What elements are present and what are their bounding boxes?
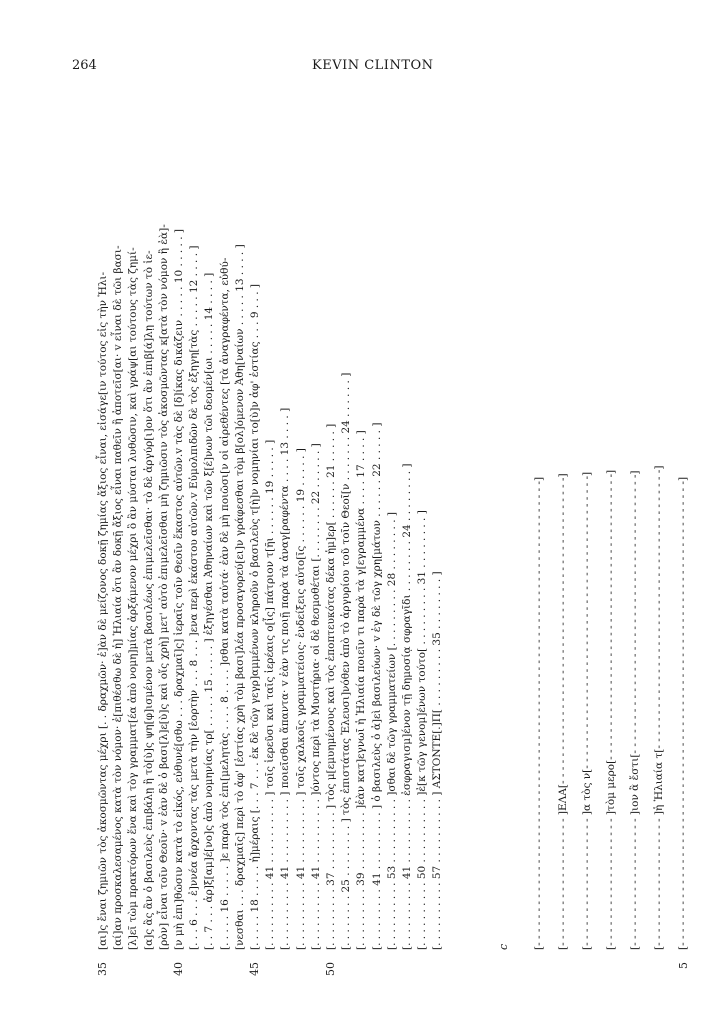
inscription-line: [. . . . . . . . . . 41 . . . . . . . . . . ]όντος περὶ τὰ Μυστήρια· οἱ δὲ θεσμοθέται [. . . . . . . . 22 . . . . . . ]	[309, 443, 322, 950]
inscription-line: [- - - - - - - - - - - - - - - - - - - ]τὸμ μερο[- - - - - - - - - - - - - - - - - - - - - - - - - - - - - - - - - - - - - - - - - -]	[605, 469, 617, 950]
inscription-line: [. . . . . . . . . . 41 . . . . . . . . . . ] ποιεῖσθαι ἅπαντα· v ἐὰν τις ποιῇ παρὰ τὰ ἀναγ[ραφέντα . . . . 13 . . . . ]	[279, 407, 292, 950]
inscription-line: [- - - - - - - - - - - - - - - - - - - - - - - - - - - - - - - - - - - - - - - - - - - - - - - - - - - - - - - - - - - - - - - - - - - -]	[533, 476, 545, 950]
inscription-line: [α]ς ἃς ἂν ὁ βασιλεὺς ἐπιβάλῃ ἢ τὸ[ὺ]ς ψη[φ]ισμένον μετὰ βασιλέως ἐπιμελεῖσθαι· τὸ δὲ ἀργύρ[ι]ον ὅτι ἂν ἐπιβ[ά]λῃ τούτων τὸ ἱε-	[142, 250, 155, 950]
inscription-line: [αι]ς ἔναι ζημιῶν τὸς ἀκοσμῶντας μέχρι [. . δραχμῶν· ἐ]ὰν δὲ μείζονος δοκῇ ζημίας ἄξιος εἶναι, εἰσάγε[ιν τούτος εἰς τὴν Ἡλι-	[97, 271, 109, 950]
inscription-line: [- - - - - - - - - - - - - - - - - - - ]ΕΛΑ[- - - - - - - - - - - - - - - - - - - - - - - - - - - - - - - - - - - - - - - - - - - - -]	[557, 473, 569, 950]
line-number: 35	[96, 962, 109, 976]
inscription-line: [. . . . . 16 . . . . . ]ε παρὰ τὸς ἐπι[μελητὰς . . . . 8 . . . . ]σθαι κατὰ ταὐτά· ἐὰν δὲ μὴ ποιῶσι[ν οἱ αἱρεθέντες [τὰ ἀναγραφέντα, εὐθύ-	[218, 257, 231, 950]
inscription-line: [- - - - - - - - - - - - - - - - - - - ]ιον ἃ ἔστι[- - - - - - - - - - - - - - - - - - - - - - - - - - - - - - - - - - - - - - - - -]	[629, 470, 641, 950]
inscription-line: [. . . . . 18 . . . . . ἡ]μέραις [. . . 7 . . . ἐκ δὲ τῶγ γεγρ]αμμένων κληροῦν ὁ βασιλεὺς τ[ὴ]ν νομηνίαι το[ὺ]ν ἀφ' ἑστίας . . . 9 . . . ]	[249, 284, 261, 950]
running-title-author: KEVIN CLINTON	[312, 58, 434, 73]
inscription-line: [. . . . . . . . . . 50 . . . . . . . . . . ]ἐ[κ τῶγ γενομ]ένων τούτο[ . . . . . . . . . 31 . . . . . . . . ]	[416, 510, 429, 950]
inscription-line: [- - - - - - - - - - - - - - - - - - - - - - - - - - - - - - - - - - - - - - - - - - - - - - - - - - - - - - - - - - - - - - - - - - - -]	[677, 476, 689, 950]
inscription-line: [λ]εῖ τὼμ πρακτόρων ἕνα καὶ τὸγ γραμματ[έα ἀπὸ νομη]μίας ἀρξάμενον μέχρι ὃ ἂν μύσται λυθῶσιν, καὶ γράψ[αι τούτους τὰς ζημί-	[127, 247, 140, 950]
inscription-line: [. . . 6 . . . ἐ]ννέα ἄρχοντας τὰς μετὰ τὴν [ἑορτὴν . . . 8 . . . ]ενα περὶ ἑκάστου αὐτῶν.v Εὐμολπιδῶν δὲ τὸς ἐξηγη[τὰς . . . . . 12 . . . . ]	[188, 245, 201, 950]
inscription-text-rotated	[92, 100, 692, 976]
line-number: 40	[172, 962, 185, 976]
inscription-line: [. . 7 . . . ἀρ]ξ[αμ]έ[νο]ς ἀπὸ νομηνίας τρ[ . . . . . 15 . . . . . ] ἐξηγέσθαι Ἀθηναίων καὶ τῶν ξ[έ]νων τῶι δεομέν[ωι . . . . . 14 . . . . ]	[203, 272, 216, 950]
inscription-line: [νεσθαι . . . δραχμαῖς] περὶ τὸ ἀφ' [ἑστίας χρὴ τὸμ βασι]λέα προσαγορεύ[ει]ν γράφεσθαι τὸμ β[ολ]όμενον Ἀθη[ναίων . . . . . 13 . . . . ]	[233, 244, 246, 950]
inscription-line: [αί]αν προσκαλεσαμένος κατὰ τὸν νόμον· ἐ[πιθέσθω δὲ ἡ] Ἡλιαία ὅτι ἂν δοκῇ ἄξιος εἶναι παθεῖν ἢ ἀποτεῖσ[αι· v εἶναι δὲ τῶι βασι-	[112, 245, 125, 950]
inscription-line: [ρὸν] εἶναι τοῖν Θεοῖν· v ἐὰν δὲ ὁ βασι[λ]ε[ὺ]ς καὶ οἵς χρὴ] μετ' αὐτὸ ἐπιμελεῖσθαι μὴ ζημιῶσιν τὸς ἀκοσμῶντας κ[ατὰ τὸν νόμον ἢ ἐὰ]-	[157, 224, 170, 950]
running-head	[0, 0, 726, 90]
inscription-line: [. . . . . . . . . 41 . . . . . . . . . ] ὁ βασιλεὺς ὁ ἀ]εὶ βασιλεύων· v ἐγ δὲ τῶγ χρη[μάτων . . . . . . 22 . . . . . ]	[370, 422, 383, 950]
inscription-line: [. . . . . . . . 25 . . . . . . . . ] τὸς ἐπιστάτας Ἐλευσι]νόθεν ἀπὸ τὸ ἀργυρίου τοῦ τοῖν Θεοῖ[ν . . . . . . . 24 . . . . . . ]	[340, 372, 353, 950]
inscription-line: [- - - - - - - - - - - - - - - - - - - ]α τὸς ν[- - - - - - - - - - - - - - - - - - - - - - - - - - - - - - - - - - - - - - - - - - -]	[581, 471, 593, 950]
inscription-line: [. . . . . . . . . 39 . . . . . . . . . ]ἐὰν κατ]εγνωῖ ἡ Ἡλιαία ποιεῖν τι παρὰ τὰ γ[εγραμμένα . . . . 17 . . . . ]	[355, 430, 368, 950]
inscription-line: [. . . . . . . . . . 41 . . . . . . . . . . ἐσφραγισμ]ένον τῇ δημοσίᾳ σφραγῖδι . . . . . . . . 24 . . . . . . . . ]	[401, 463, 413, 950]
inscription-line: [. . . . . . . . . . 41 . . . . . . . . . . ] τοῖς χαλκοῖς γραμματείοις· ἐνδείξεις αὐτο[ῖς . . . . . . 19 . . . . . ]	[294, 448, 307, 950]
line-number: 45	[248, 962, 261, 976]
line-number: 50	[324, 962, 337, 976]
inscription-frame	[92, 100, 692, 976]
inscription-line: [- - - - - - - - - - - - - - - - - - - ]ἡ Ἡλιαία τ[- - - - - - - - - - - - - - - - - - - - - - - - - - - - - - - - - - - - - - - - -]	[653, 465, 665, 950]
page-number: 264	[72, 58, 97, 73]
inscription-line: [ν μὴ ἐπι]θῶσιν κατὰ τὸ εἰκός, εὐθυνέ[σθω . . . δραχμαῖ]ς] ἱεραῖς τοῖν Θεοῖν ἕκαστος αὐτῶν.v τὰς δὲ [δ]ίκας δικάζειν . . . . . 10 . . . . . ]	[173, 228, 185, 950]
inscription-line: [. . . . . . . . . . 57 . . . . . . . . . . ] ΑΣΤΟΝΤΕ[.]Π[ . . . . . . . . . 35 . . . . . . . . ]	[431, 571, 444, 950]
inscription-line: [. . . . . . . . . 37 . . . . . . . . . ] τὸς μ[εμυημένους καὶ τὸς ἐποπτευκότας δέκα ἡμ]ερ[ . . . . . . 21 . . . . . ]	[325, 423, 337, 950]
section-c-line-number: 5	[677, 962, 690, 969]
inscription-line: [. . . . . . . . . . 41 . . . . . . . . . . ] τοῖς ἱερεῦσι καὶ ταῖς ἱερέαις ο[ἷς] πάτριον τ[ῆι . . . . . . 19 . . . . . ]	[264, 439, 277, 950]
section-c-label: c	[497, 943, 510, 950]
inscription-line: [. . . . . . . . . . 53 . . . . . . . . . . ]σθαι δὲ τῶγ γραμματείων [. . . . . . . . . 28 . . . . . . . . ]	[385, 511, 398, 950]
